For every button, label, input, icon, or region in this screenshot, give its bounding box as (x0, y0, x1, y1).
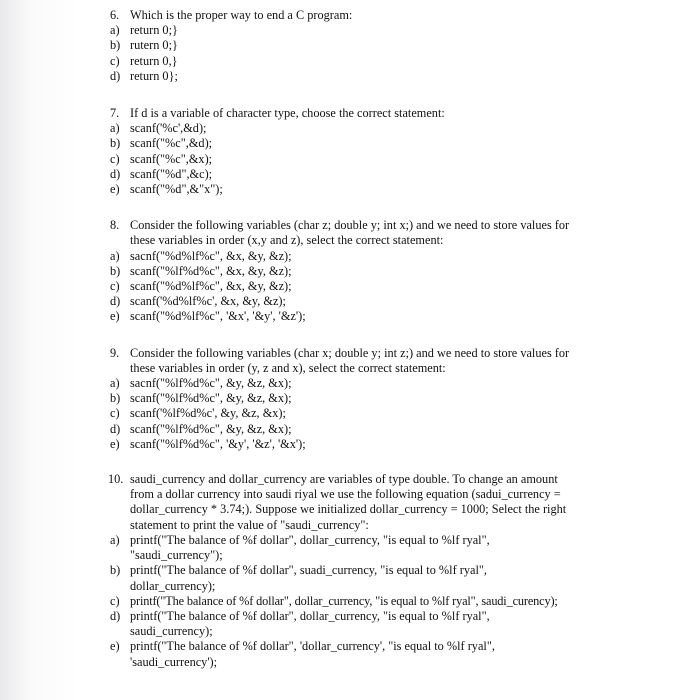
option-text: scanf('%d%lf%c', &x, &y, &z); (130, 294, 286, 309)
option-letter: c) (110, 53, 120, 68)
option-text: rutern 0;} (130, 38, 178, 53)
question-7 (110, 106, 685, 197)
option-letter: d) (110, 166, 121, 181)
option-letter: a) (110, 532, 120, 547)
question-8 (110, 218, 685, 324)
option-d (110, 422, 685, 437)
option-text: scanf("%lf%d%c", &y, &z, &x); (130, 391, 292, 406)
option-c (110, 279, 685, 294)
option-letter: b) (110, 563, 121, 578)
option-b (110, 38, 685, 53)
option-text: printf("The balance of %f dollar", dollar_currency, "is equal to %lf ryal", "saudi_currency"); (130, 532, 490, 563)
option-letter: e) (110, 182, 120, 197)
option-letter: c) (110, 279, 120, 294)
option-text: scanf("%lf%d%c", &x, &y, &z); (130, 263, 292, 278)
option-e (110, 437, 685, 452)
option-text: scanf("%d",&"x"); (130, 182, 223, 197)
option-text: printf("The balance of %f dollar", dollar_currency, "is equal to %lf ryal", saudi_currency); (130, 608, 490, 639)
option-text: return 0;} (130, 23, 178, 38)
option-c (110, 152, 685, 167)
option-letter: a) (110, 376, 120, 391)
option-letter: b) (110, 38, 121, 53)
question-header (110, 218, 685, 248)
question-text: Which is the proper way to end a C program: (130, 8, 353, 22)
question-number: 10. (108, 472, 124, 487)
option-text: scanf("%c",&d); (130, 136, 213, 151)
question-text: saudi_currency and dollar_currency are variables of type double. To change an amount from a dollar currency into saudi riyal we use the following equation (sadui_currency = dollar_currency * 3.74;). Suppose we initialized dollar_currency = 1000; Select the right statement to print the value of "saudi_currency": (130, 472, 567, 532)
option-letter: d) (110, 294, 121, 309)
option-a (110, 121, 685, 136)
option-letter: e) (110, 309, 120, 324)
question-number: 9. (110, 345, 120, 360)
option-letter: d) (110, 421, 121, 436)
question-header (110, 8, 685, 23)
option-text: scanf("%lf%d%c", &y, &z, &x); (130, 421, 292, 436)
option-d (110, 609, 685, 639)
option-c (110, 406, 685, 421)
option-letter: b) (110, 263, 121, 278)
option-d (110, 294, 685, 309)
option-text: scanf('%lf%d%c', &y, &z, &x); (130, 406, 286, 421)
option-letter: b) (110, 391, 121, 406)
option-e (110, 639, 685, 669)
question-10 (110, 472, 685, 670)
option-a (110, 533, 685, 563)
option-letter: e) (110, 436, 120, 451)
option-letter: c) (110, 593, 120, 608)
question-list (110, 8, 685, 679)
question-text: Consider the following variables (char x; double y; int z;) and we need to store values for these variables in order (y, z and x), select the correct statement: (130, 345, 570, 375)
option-letter: d) (110, 608, 121, 623)
option-text: sacnf("%d%lf%c", &x, &y, &z); (130, 248, 292, 263)
question-header (110, 472, 685, 533)
option-letter: b) (110, 136, 121, 151)
question-number: 8. (110, 218, 120, 233)
option-text: scanf("%c",&x); (130, 151, 213, 166)
question-text: Consider the following variables (char z; double y; int x;) and we need to store values for these variables in order (x,y and z), select the correct statement: (130, 218, 570, 248)
option-text: return 0}; (130, 68, 178, 83)
question-number: 7. (110, 106, 120, 121)
option-e (110, 309, 685, 324)
option-a (110, 23, 685, 38)
option-letter: c) (110, 151, 120, 166)
option-text: return 0,} (130, 53, 178, 68)
option-text: sacnf("%lf%d%c", &y, &z, &x); (130, 376, 292, 391)
option-b (110, 264, 685, 279)
option-text: printf("The balance of %f dollar", 'dollar_currency', "is equal to %lf ryal", 'saudi_currency'); (130, 639, 495, 669)
option-text: scanf("%d%lf%c", '&x', '&y', '&z'); (130, 309, 306, 324)
option-c (110, 54, 685, 69)
option-letter: a) (110, 121, 120, 136)
question-number: 6. (110, 8, 120, 22)
option-text: printf("The balance of %f dollar", suadi_currency, "is equal to %lf ryal", dollar_currency); (130, 563, 487, 593)
option-c (110, 594, 685, 609)
option-d (110, 69, 685, 84)
question-header (110, 106, 685, 121)
option-letter: e) (110, 639, 120, 654)
option-b (110, 563, 685, 593)
option-letter: a) (110, 23, 120, 38)
question-6 (110, 8, 685, 84)
option-a (110, 249, 685, 264)
option-e (110, 182, 685, 197)
option-a (110, 376, 685, 391)
option-text: scanf("%lf%d%c", '&y', '&z', '&x'); (130, 436, 306, 451)
option-letter: c) (110, 406, 120, 421)
option-text: scanf("%d",&c); (130, 166, 213, 181)
option-text: scanf("%d%lf%c", &x, &y, &z); (130, 279, 292, 294)
option-letter: a) (110, 248, 120, 263)
option-letter: d) (110, 68, 121, 83)
question-9 (110, 346, 685, 452)
question-text: If d is a variable of character type, choose the correct statement: (130, 106, 445, 121)
option-text: scanf('%c',&d); (130, 121, 207, 136)
option-d (110, 167, 685, 182)
question-header (110, 346, 685, 376)
option-text: printf("The balance of %f dollar", dollar_currency, "is equal to %lf ryal", saudi_curency); (130, 593, 558, 608)
option-b (110, 136, 685, 151)
option-b (110, 391, 685, 406)
